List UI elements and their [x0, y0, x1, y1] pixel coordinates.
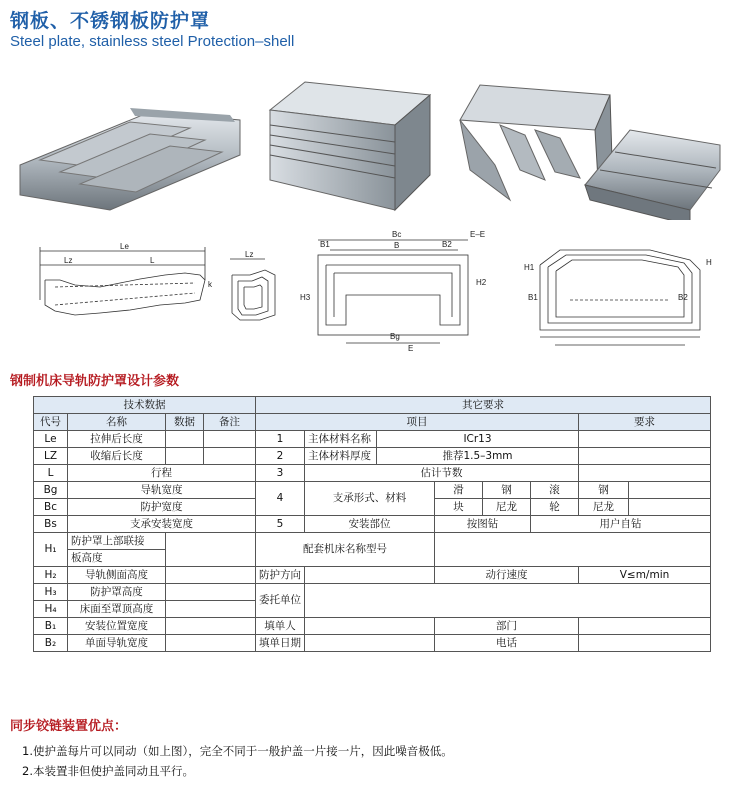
table-row: Bg 导轨宽度 4 支承形式、材料 滑 钢 滚 钢	[34, 482, 711, 499]
table-row: B₂ 单面导轨宽度 填单日期 电话	[34, 635, 711, 652]
page-title: 钢板、不锈钢板防护罩	[10, 10, 211, 32]
req-cell[interactable]	[579, 431, 711, 448]
entrust-cell[interactable]	[305, 584, 711, 618]
data-cell[interactable]	[166, 533, 256, 567]
other-req-header: 其它要求	[256, 397, 711, 414]
table-row: Le 拉伸后长度 1 主体材料名称 ICr13	[34, 431, 711, 448]
section-e-label: E	[408, 344, 414, 353]
col-item: 项目	[256, 414, 579, 431]
table-row: H₂ 导轨侧面高度 防护方向 动行速度 V≤m/min	[34, 567, 711, 584]
table-row: LZ 收缩后长度 2 主体材料厚度 推荐1.5–3mm	[34, 448, 711, 465]
dim-h1-label: H1	[524, 263, 535, 272]
tech-data-header: 技术数据	[34, 397, 256, 414]
req-cell[interactable]	[629, 482, 711, 499]
col-data: 数据	[166, 414, 204, 431]
dim-b1-label: B1	[320, 240, 330, 249]
advantage-item-2: 2.本装置非但使护盖同动且平行。	[22, 764, 194, 778]
dept-cell[interactable]	[579, 618, 711, 635]
dim-bg-label: Bg	[390, 332, 400, 341]
req-cell[interactable]	[629, 499, 711, 516]
section-title: 钢制机床导轨防护罩设计参数	[10, 374, 180, 389]
data-cell[interactable]	[166, 448, 204, 465]
table-row: H₄ 床面至罩顶高度	[34, 601, 711, 618]
photo-box-cover	[270, 82, 430, 210]
req-cell[interactable]	[579, 448, 711, 465]
table-row: B₁ 安装位置宽度 填单人 部门	[34, 618, 711, 635]
advantages-title: 同步铰链装置优点：	[10, 719, 128, 734]
technical-drawings	[0, 225, 750, 355]
req-cell[interactable]	[579, 465, 711, 482]
col-code: 代号	[34, 414, 68, 431]
page-subtitle: Steel plate, stainless steel Protection–shell	[10, 33, 295, 50]
filler-cell[interactable]	[305, 618, 435, 635]
drawing-section	[230, 250, 275, 320]
advantage-item-1: 1.使护盖每片可以同动（如上图），完全不同于一般护盖一片接一片，因此噪音极低。	[22, 744, 453, 758]
dim-b1b-label: B1	[528, 293, 538, 302]
data-cell[interactable]	[166, 601, 256, 618]
data-cell[interactable]	[166, 618, 256, 635]
table-row: Bc 防护宽度 块 尼龙 轮 尼龙	[34, 499, 711, 516]
data-cell[interactable]	[166, 635, 256, 652]
table-row: 板高度	[34, 550, 711, 567]
model-cell[interactable]	[435, 533, 711, 567]
drawing-side-view	[40, 242, 213, 315]
dim-b2b-label: B2	[678, 293, 688, 302]
data-cell[interactable]	[166, 431, 204, 448]
col-req: 要求	[579, 414, 711, 431]
data-cell[interactable]	[166, 584, 256, 601]
dim-k-label: k	[208, 280, 212, 289]
dim-b-label: B	[394, 241, 400, 250]
dim-lz2-label: Lz	[245, 250, 254, 259]
section-ee-label: E–E	[470, 230, 486, 239]
drawing-profile	[524, 250, 712, 345]
table-row: L 行程 3 估计节数	[34, 465, 711, 482]
photo-telescopic-cover	[20, 108, 240, 210]
note-cell[interactable]	[204, 431, 256, 448]
drawing-cross-section	[300, 230, 487, 353]
dir-cell[interactable]	[305, 567, 435, 584]
dim-l-label: L	[150, 256, 155, 265]
dim-le-label: Le	[120, 242, 129, 251]
data-cell[interactable]	[166, 567, 256, 584]
table-row: H₁ 防护罩上部联接 配套机床名称型号	[34, 533, 711, 550]
dim-bc-label: Bc	[392, 230, 402, 239]
col-note: 备注	[204, 414, 256, 431]
date-cell[interactable]	[305, 635, 435, 652]
col-name: 名称	[68, 414, 166, 431]
phone-cell[interactable]	[579, 635, 711, 652]
table-row: Bs 支承安装宽度 5 安装部位 按图钻 用户自钻	[34, 516, 711, 533]
dim-h-label: H	[706, 258, 712, 267]
dim-h2-label: H2	[476, 278, 487, 287]
product-photos	[0, 60, 750, 220]
spec-table	[33, 396, 711, 652]
table-row: H₃ 防护罩高度 委托单位	[34, 584, 711, 601]
dim-b2-label: B2	[442, 240, 452, 249]
dim-h3-label: H3	[300, 293, 311, 302]
dim-lz-label: Lz	[64, 256, 73, 265]
note-cell[interactable]	[204, 448, 256, 465]
